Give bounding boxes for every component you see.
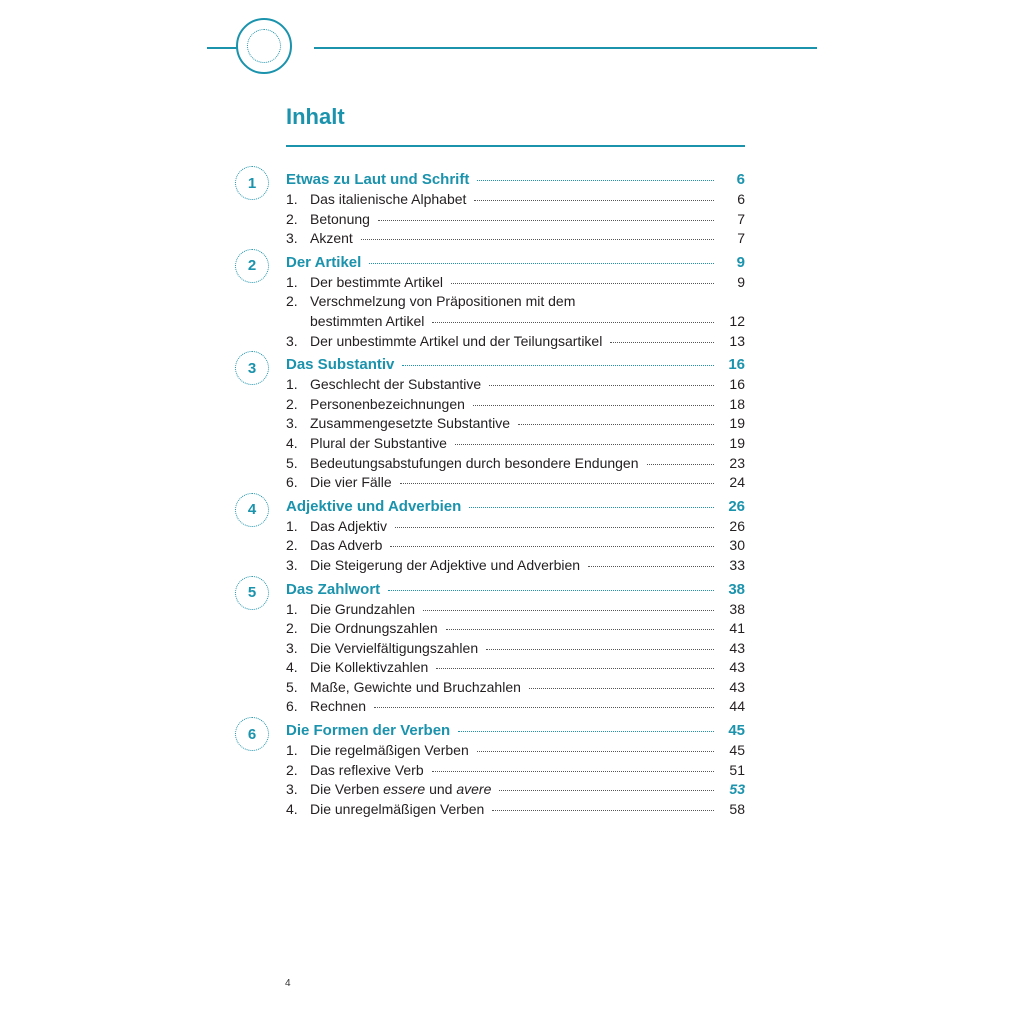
dot-leader [432,771,714,772]
entry-page: 45 [729,742,745,759]
chapter-title[interactable]: Das Zahlwort [286,580,381,598]
page-title: Inhalt [286,104,345,129]
dot-leader [469,507,714,508]
entry-title[interactable]: Das Adverb [310,537,383,554]
entry-title[interactable]: Die regelmäßigen Verben [310,742,469,759]
toc-entry[interactable]: 6. Die vier Fälle 24 [286,473,745,493]
dot-leader [588,566,714,567]
page-number: 4 [285,978,291,989]
toc-entry[interactable]: 6. Rechnen 44 [286,697,745,717]
entry-page: 53 [729,781,745,798]
toc-entry[interactable]: 3. Die Verben essere und avere 53 [286,780,745,800]
entry-page: 13 [729,332,745,349]
toc-entry[interactable]: 3. Die Steigerung der Adjektive und Adverbien 33 [286,556,745,576]
entry-title[interactable]: Die Kollektivzahlen [310,659,429,676]
dot-leader [378,220,714,221]
toc-entry[interactable]: 2. Die Ordnungszahlen 41 [286,619,745,639]
entry-title[interactable]: Maße, Gewichte und Bruchzahlen [310,678,521,695]
chapter-heading[interactable] [286,580,745,600]
entry-title[interactable]: Der bestimmte Artikel [310,273,444,290]
entry-title[interactable]: Die Steigerung der Adjektive und Adverbien [310,556,581,573]
entry-title[interactable]: Bedeutungsabstufungen durch besondere Endungen [310,454,639,471]
title-underline [286,145,745,147]
toc-entry-line1[interactable]: 2. Verschmelzung von Präpositionen mit dem [286,292,745,312]
chapter-number-badge: 1 [235,166,269,200]
entry-page: 24 [729,474,745,491]
toc-entry[interactable]: 3. Akzent 7 [286,229,745,249]
header-rule-left [207,47,237,49]
entry-page: 9 [737,273,745,290]
entry-title[interactable]: Der unbestimmte Artikel und der Teilungsartikel [310,332,603,349]
entry-page: 38 [729,600,745,617]
toc-entry[interactable]: 2. Personenbezeichnungen 18 [286,395,745,415]
dot-leader [458,731,714,732]
toc-entry[interactable]: 4. Die Kollektivzahlen 43 [286,658,745,678]
entry-title[interactable]: Personenbezeichnungen [310,395,465,412]
dot-leader [499,790,714,791]
entry-title[interactable]: Das Adjektiv [310,517,388,534]
dot-leader [529,688,714,689]
chapter-page: 16 [728,356,745,374]
entry-page: 16 [729,376,745,393]
dot-leader [374,707,714,708]
dot-leader [361,239,714,240]
toc-entry[interactable]: 1. Die Grundzahlen 38 [286,600,745,620]
entry-page: 33 [729,556,745,573]
entry-page: 44 [729,698,745,715]
entry-title[interactable]: Die vier Fälle [310,474,392,491]
table-of-contents [235,170,745,823]
header-rule-right [314,47,817,49]
entry-page: 19 [729,415,745,432]
entry-page: 18 [729,395,745,412]
dot-leader [423,610,714,611]
dot-leader [432,322,714,323]
dot-leader [518,424,714,425]
entry-page: 19 [729,434,745,451]
chapter-title[interactable]: Das Substantiv [286,356,395,374]
toc-entry[interactable]: 1. Geschlecht der Substantive 16 [286,375,745,395]
toc-entry[interactable]: 1. Der bestimmte Artikel 9 [286,273,745,293]
chapter-page: 9 [736,253,745,271]
toc-entry[interactable]: 3. Die Vervielfältigungszahlen 43 [286,639,745,659]
entry-page: 51 [729,761,745,778]
dot-leader [451,283,714,284]
dot-leader [402,365,714,366]
dot-leader [477,751,714,752]
entry-title[interactable]: Betonung [310,210,370,227]
entry-page: 12 [729,312,745,329]
chapter-5 [235,580,745,718]
entry-page: 7 [737,230,745,247]
chapter-heading[interactable] [286,170,745,190]
toc-entry[interactable]: 4. Plural der Substantive 19 [286,434,745,454]
entry-page: 43 [729,639,745,656]
dot-leader [474,200,714,201]
chapter-number-badge: 6 [235,717,269,751]
entry-page: 43 [729,678,745,695]
chapter-1 [235,170,745,249]
dot-leader [455,444,714,445]
chapter-page: 26 [728,497,745,515]
toc-entry[interactable]: 5. Bedeutungsabstufungen durch besondere Endungen 23 [286,454,745,474]
dot-leader [489,385,714,386]
chapter-6 [235,721,745,819]
dot-leader [390,546,714,547]
entry-title[interactable]: Das italienische Alphabet [310,191,467,207]
chapter-title[interactable]: Die Formen der Verben [286,722,451,740]
chapter-title[interactable]: Adjektive und Adverbien [286,497,462,515]
entry-title[interactable]: Zusammengesetzte Substantive [310,415,510,432]
dot-leader [610,342,714,343]
dot-leader [388,590,714,591]
dot-leader [446,629,714,630]
decorative-circle-icon [236,18,292,74]
dot-leader [400,483,714,484]
dot-leader [647,464,715,465]
chapter-number-badge: 2 [235,249,269,283]
entry-title[interactable]: Geschlecht der Substantive [310,376,482,393]
chapter-page: 45 [728,722,745,740]
chapter-heading[interactable] [286,721,745,741]
dot-leader [395,527,714,528]
chapter-title[interactable]: Der Artikel [286,253,362,271]
toc-entry[interactable]: 1. Die regelmäßigen Verben 45 [286,741,745,761]
toc-entry[interactable]: 1. Das italienische Alphabet 6 [286,190,745,210]
entry-title[interactable]: Die Vervielfältigungszahlen [310,639,479,656]
chapter-page: 38 [728,580,745,598]
toc-entry[interactable]: 2. Das reflexive Verb 51 [286,761,745,781]
toc-entry[interactable]: 4. Die unregelmäßigen Verben 58 [286,800,745,820]
entry-title[interactable]: Die Grundzahlen [310,600,416,617]
dot-leader [436,668,714,669]
toc-entry[interactable]: 2. Das Adverb 30 [286,536,745,556]
chapter-4 [235,497,745,576]
entry-page: 26 [729,517,745,534]
entry-title[interactable]: Akzent [310,230,353,247]
entry-title[interactable]: Plural der Substantive [310,434,447,451]
toc-entry[interactable]: 2. Betonung 7 [286,210,745,230]
entry-title[interactable]: Rechnen [310,698,367,715]
entry-title[interactable]: Die Ordnungszahlen [310,620,438,637]
chapter-number-badge: 5 [235,576,269,610]
dot-leader [369,263,714,264]
dot-leader [486,649,714,650]
entry-title[interactable]: bestimmten Artikel [310,312,425,329]
chapter-page: 6 [736,171,745,188]
chapter-heading[interactable] [286,497,745,517]
chapter-heading[interactable] [286,355,745,375]
entry-page: 30 [729,537,745,554]
toc-entry[interactable]: 1. Das Adjektiv 26 [286,517,745,537]
entry-page: 58 [729,800,745,817]
entry-title[interactable]: Die unregelmäßigen Verben [310,800,485,817]
entry-title[interactable]: Das reflexive Verb [310,761,424,778]
toc-entry[interactable]: 5. Maße, Gewichte und Bruchzahlen 43 [286,678,745,698]
dot-leader [492,810,714,811]
chapter-title[interactable]: Etwas zu Laut und Schrift [286,171,470,188]
chapter-number-badge: 3 [235,351,269,385]
entry-page: 6 [737,191,745,207]
toc-entry[interactable]: 3. Der unbestimmte Artikel und der Teilungsartikel 13 [286,332,745,352]
entry-title[interactable]: Verschmelzung von Präpositionen mit dem [310,293,576,310]
chapter-3 [235,355,745,493]
dot-leader [473,405,714,406]
entry-page: 43 [729,659,745,676]
dot-leader [477,180,714,181]
toc-entry[interactable]: 3. Zusammengesetzte Substantive 19 [286,414,745,434]
chapter-number-badge: 4 [235,493,269,527]
entry-page: 23 [729,454,745,471]
chapter-heading[interactable] [286,253,745,273]
entry-page: 7 [737,210,745,227]
entry-title[interactable]: Die Verben essere und avere [310,781,492,798]
chapter-2 [235,253,745,351]
entry-page: 41 [729,620,745,637]
toc-entry-line2[interactable] [286,312,745,332]
